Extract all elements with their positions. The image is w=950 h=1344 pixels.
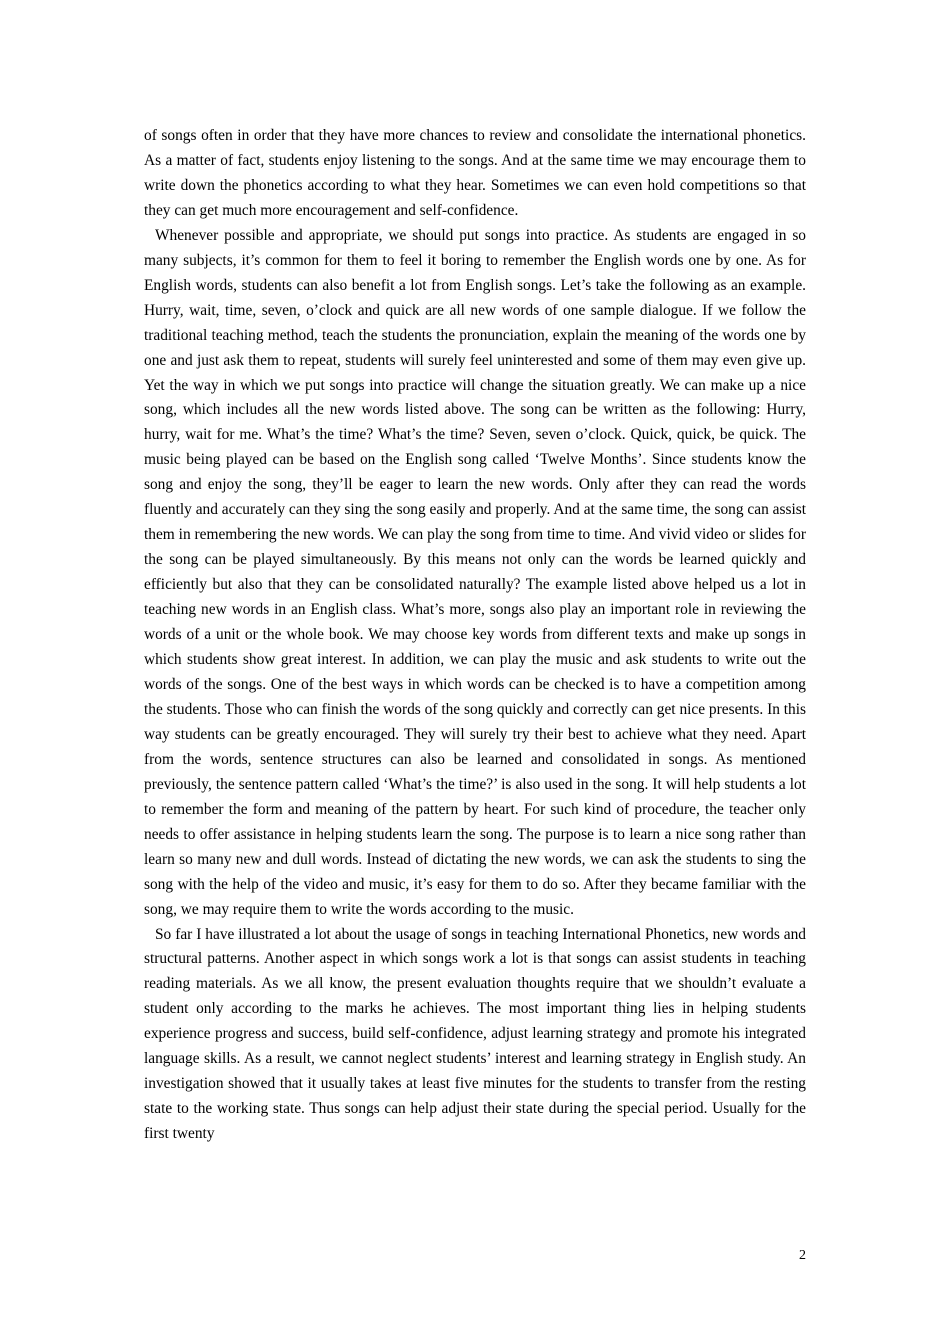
body-text <box>144 124 806 1147</box>
paragraph-songs-and-words: Whenever possible and appropriate, we should put songs into practice. As students are engaged in so many subjects, it’s common for them to feel it boring to remember the English words one by one. As for English words, students can also benefit a lot from English songs. Let’s take the following as an example. Hurry, wait, time, seven, o’clock and quick are all new words of one sample dialogue. If we follow the traditional teaching method, teach the students the pronunciation, explain the meaning of the words one by one and just ask them to repeat, students will surely feel uninterested and some of them may even give up. Yet the way in which we put songs into practice will change the situation greatly. We can make up a nice song, which includes all the new words listed above. The song can be written as the following: Hurry, hurry, wait for me. What’s the time? What’s the time? Seven, seven o’clock. Quick, quick, be quick. The music being played can be based on the English song called ‘Twelve Months’. Since students know the song and enjoy the song, they’ll be eager to learn the new words. Only after they can read the words fluently and accurately can they sing the song easily and properly. And at the same time, the song can assist them in remembering the new words. We can play the song from time to time. And vivid video or slides for the song can be played simultaneously. By this means not only can the words be learned quickly and efficiently but also that they can be consolidated naturally? The example listed above helped us a lot in teaching new words in an English class. What’s more, songs also play an important role in reviewing the words of a unit or the whole book. We may choose key words from different texts and make up songs in which students show great interest. In addition, we can play the music and ask students to write out the words of the songs. One of the best ways in which words can be checked is to have a competition among the students. Those who can finish the words of the song quickly and correctly can get nice presents. In this way students can be greatly encouraged. They will surely try their best to achieve what they need. Apart from the words, sentence structures can also be learned and consolidated in songs. As mentioned previously, the sentence pattern called ‘What’s the time?’ is also used in the song. It will help students a lot to remember the form and meaning of the pattern by heart. For such kind of procedure, the teacher only needs to offer assistance in helping students learn the song. The purpose is to learn a nice song rather than learn so many new and dull words. Instead of dictating the new words, we can ask the students to sing the song with the help of the video and music, it’s easy for them to do so. After they became familiar with the song, we may require them to write the words according to the music. <box>144 226 806 918</box>
paragraph-continuation: of songs often in order that they have more chances to review and consolidate the international phonetics. As a matter of fact, students enjoy listening to the songs. And at the same time we may encourage them to write down the phonetics according to what they hear. Sometimes we can even hold competitions so that they can get much more encouragement and self-confidence. <box>144 127 806 219</box>
paragraph-reading-materials: So far I have illustrated a lot about the usage of songs in teaching International Phonetics, new words and structural patterns. Another aspect in which songs work a lot is that songs can assist students in teaching reading materials. As we all know, the present evaluation thoughts require that we shouldn’t evaluate a student only according to the marks he achieves. The most important thing lies in helping students experience progress and success, build self-confidence, adjust learning strategy and promote his integrated language skills. As a result, we cannot neglect students’ interest and learning strategy in English study. An investigation showed that it usually takes at least five minutes for the students to transfer from the resting state to the working state. Thus songs can help adjust their state during the special period. Usually for the first twenty <box>144 925 806 1143</box>
page-number: 2 <box>799 1248 806 1263</box>
